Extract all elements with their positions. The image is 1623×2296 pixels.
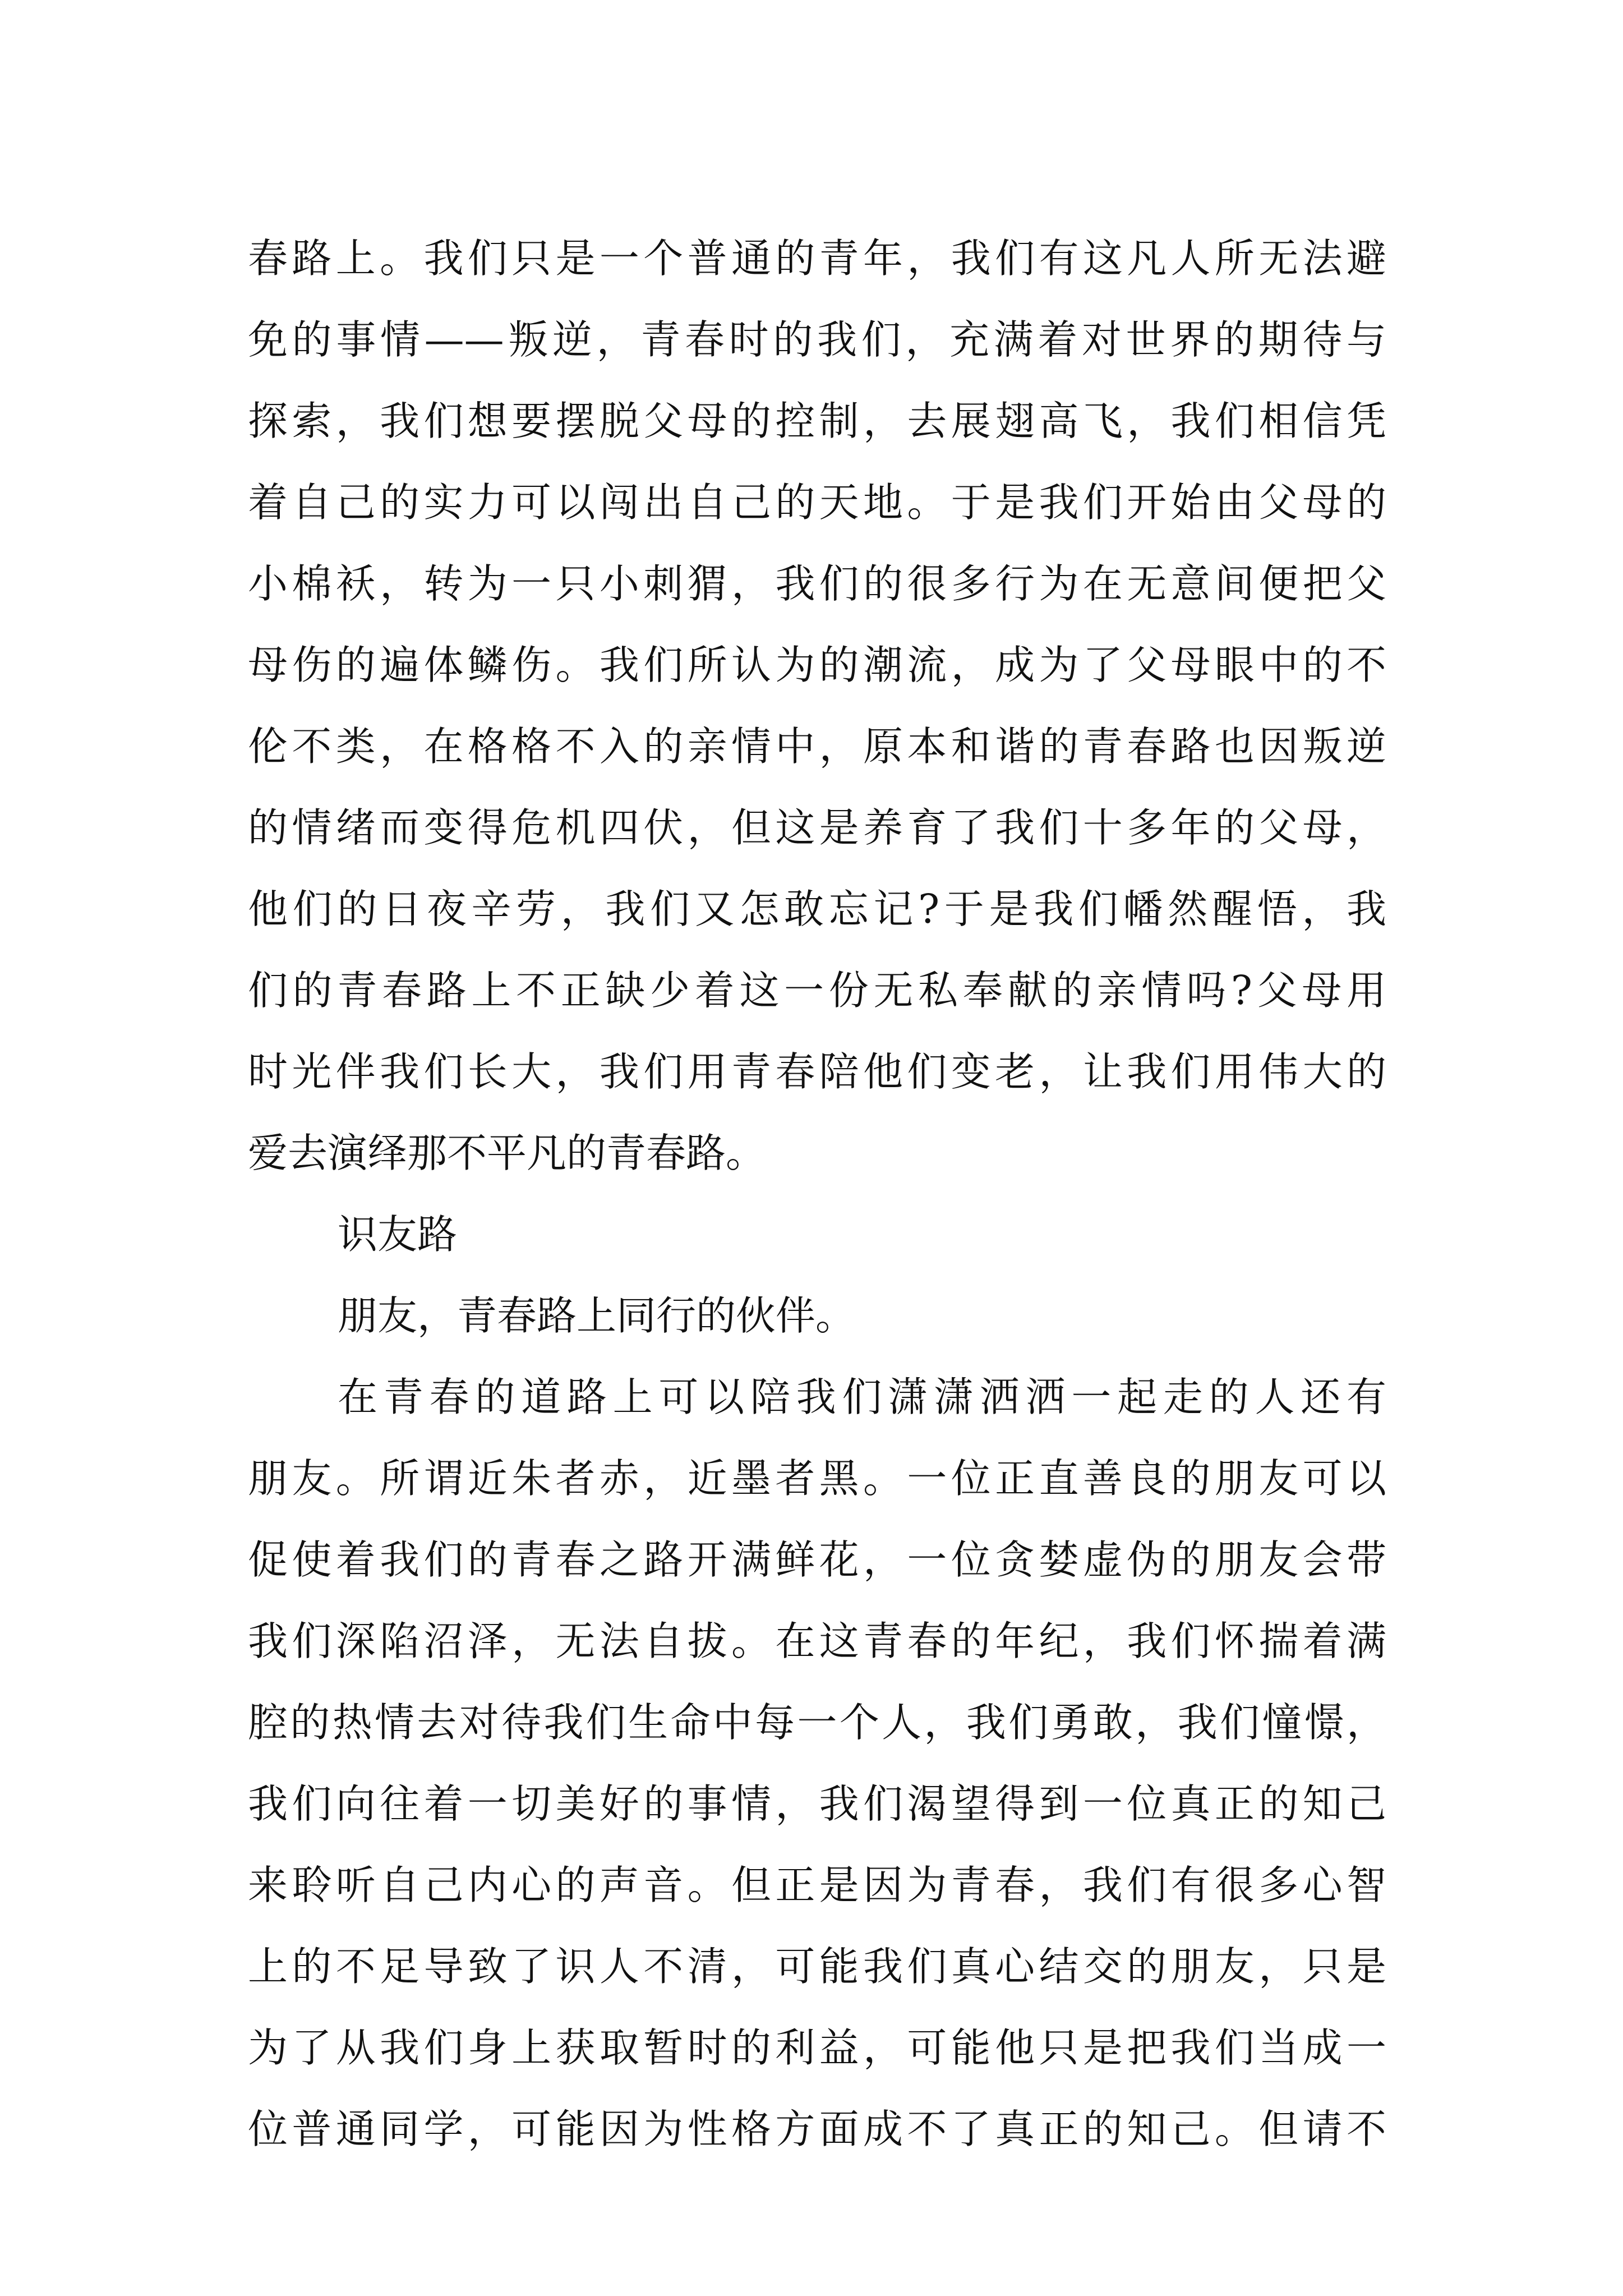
text-line: 在青春的道路上可以陪我们潇潇洒洒一起走的人还有 <box>338 1374 1386 1420</box>
text-line: 我们向往着一切美好的事情，我们渴望得到一位真正的知己 <box>248 1780 1386 1827</box>
text-line: 春路上。我们只是一个普通的青年，我们有这凡人所无法避 <box>248 235 1386 282</box>
text-line: 着自己的实力可以闯出自己的天地。于是我们开始由父母的 <box>248 479 1386 526</box>
text-line: 腔的热情去对待我们生命中每一个人，我们勇敢，我们憧憬， <box>248 1699 1386 1746</box>
text-line: 位普通同学，可能因为性格方面成不了真正的知己。但请不 <box>248 2106 1386 2152</box>
text-line: 上的不足导致了识人不清，可能我们真心结交的朋友，只是 <box>248 1943 1386 1990</box>
text-line: 的情绪而变得危机四伏，但这是养育了我们十多年的父母， <box>248 804 1386 851</box>
text-line: 朋友。所谓近朱者赤，近墨者黑。一位正直善良的朋友可以 <box>248 1455 1386 1502</box>
section-heading: 识友路 <box>338 1211 458 1258</box>
body-text <box>248 218 1386 2170</box>
text-line: 为了从我们身上获取暂时的利益，可能他只是把我们当成一 <box>248 2024 1386 2071</box>
text-line: 免的事情——叛逆，青春时的我们，充满着对世界的期待与 <box>248 316 1386 363</box>
text-line: 小棉袄，转为一只小刺猬，我们的很多行为在无意间便把父 <box>248 560 1386 607</box>
text-line: 时光伴我们长大，我们用青春陪他们变老，让我们用伟大的 <box>248 1048 1386 1095</box>
text-line: 伦不类，在格格不入的亲情中，原本和谐的青春路也因叛逆 <box>248 723 1386 770</box>
text-line: 探索，我们想要摆脱父母的控制，去展翅高飞，我们相信凭 <box>248 398 1386 444</box>
text-line: 来聆听自己内心的声音。但正是因为青春，我们有很多心智 <box>248 1862 1386 1908</box>
text-line: 爱去演绎那不平凡的青春路。 <box>248 1130 766 1176</box>
text-line: 促使着我们的青春之路开满鲜花，一位贪婪虚伪的朋友会带 <box>248 1536 1386 1583</box>
text-line: 们的青春路上不正缺少着这一份无私奉献的亲情吗?父母用 <box>248 967 1386 1014</box>
text-line: 我们深陷沼泽，无法自拔。在这青春的年纪，我们怀揣着满 <box>248 1618 1386 1664</box>
section-subtitle: 朋友，青春路上同行的伙伴。 <box>338 1292 856 1339</box>
text-line: 他们的日夜辛劳，我们又怎敢忘记?于是我们幡然醒悟，我 <box>248 886 1386 932</box>
text-line: 母伤的遍体鳞伤。我们所认为的潮流，成为了父母眼中的不 <box>248 642 1386 688</box>
